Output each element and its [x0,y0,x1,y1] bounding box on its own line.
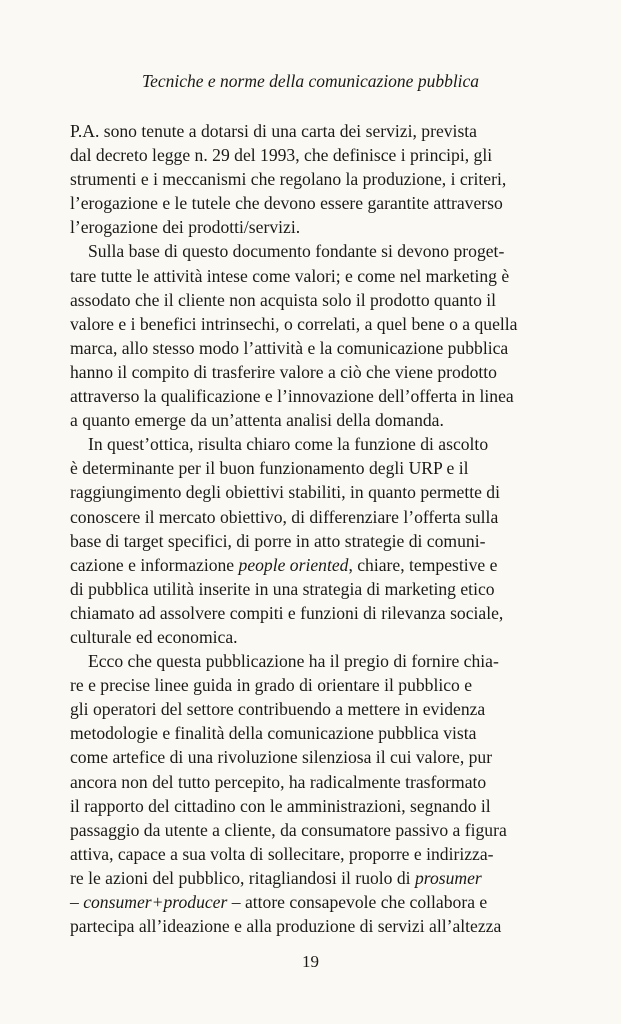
text-line: In quest’ottica, risulta chiaro come la funzione di ascolto [88,434,489,455]
italic-term: consumer+producer [83,892,228,912]
text-line: base di target specifici, di porre in atto strategie di comuni- [70,530,486,551]
text-line: partecipa all’ideazione e alla produzione di servizi all’altezza [70,916,502,937]
text-line: è determinante per il buon funzionamento degli URP e il [70,458,469,479]
text-line: a quanto emerge da un’attenta analisi della domanda. [70,410,444,431]
text-line: assodato che il cliente non acquista solo il prodotto quanto il [70,289,497,310]
italic-term: people oriented [238,554,349,575]
text-line: metodologie e finalità della comunicazione pubblica vista [70,723,477,744]
text-line: conoscere il mercato obiettivo, di differenziare l’offerta sulla [70,506,499,527]
text-line: marca, allo stesso modo l’attività e la comunicazione pubblica [70,337,509,358]
text-line: tare tutte le attività intese come valori; e come nel marketing è [70,265,510,286]
text-line: attraverso la qualificazione e l’innovazione dell’offerta in linea [70,386,514,407]
running-head: Tecniche e norme della comunicazione pubblica [141,71,480,91]
text-line: ancora non del tutto percepito, ha radicalmente trasformato [70,771,487,792]
text-line: – consumer+producer – attore consapevole che collabora e [70,892,488,912]
text-line: attiva, capace a sua volta di sollecitare, proporre e indirizza- [70,843,494,864]
text-line: di pubblica utilità inserite in una strategia di marketing etico [70,578,495,599]
text-line: l’erogazione dei prodotti/servizi. [70,217,301,238]
text-line: Sulla base di questo documento fondante si devono proget- [88,241,505,262]
text-line: l’erogazione e le tutele che devono essere garantite attraverso [70,193,503,214]
italic-term: prosumer [414,867,482,888]
text-line: passaggio da utente a cliente, da consumatore passivo a figura [70,819,507,840]
text-line: re le azioni del pubblico, ritagliandosi il ruolo di prosumer [70,867,482,888]
text-line: culturale ed economica. [70,626,238,647]
text-line: valore e i benefici intrinsechi, o correlati, a quel bene o a quella [70,313,518,334]
text-line: re e precise linee guida in grado di orientare il pubblico e [70,675,473,696]
text-line: P.A. sono tenute a dotarsi di una carta dei servizi, prevista [70,121,477,141]
page-number: 19 [302,952,319,971]
text-line: cazione e informazione people oriented, chiare, tempestive e [70,554,498,575]
text-line: il rapporto del cittadino con le amministrazioni, segnando il [70,795,491,816]
text-line: hanno il compito di trasferire valore a ciò che viene prodotto [70,361,497,382]
text-line: dal decreto legge n. 29 del 1993, che definisce i principi, gli [70,145,493,166]
text-line: gli operatori del settore contribuendo a mettere in evidenza [70,699,486,720]
body-text [70,119,556,938]
text-line: Ecco che questa pubblicazione ha il pregio di fornire chia- [88,651,499,672]
text-line: come artefice di una rivoluzione silenziosa il cui valore, pur [70,747,493,768]
text-line: raggiungimento degli obiettivi stabiliti, in quanto permette di [70,482,500,503]
text-line: strumenti e i meccanismi che regolano la produzione, i criteri, [70,169,507,190]
text-line: chiamato ad assolvere compiti e funzioni di rilevanza sociale, [70,602,504,623]
